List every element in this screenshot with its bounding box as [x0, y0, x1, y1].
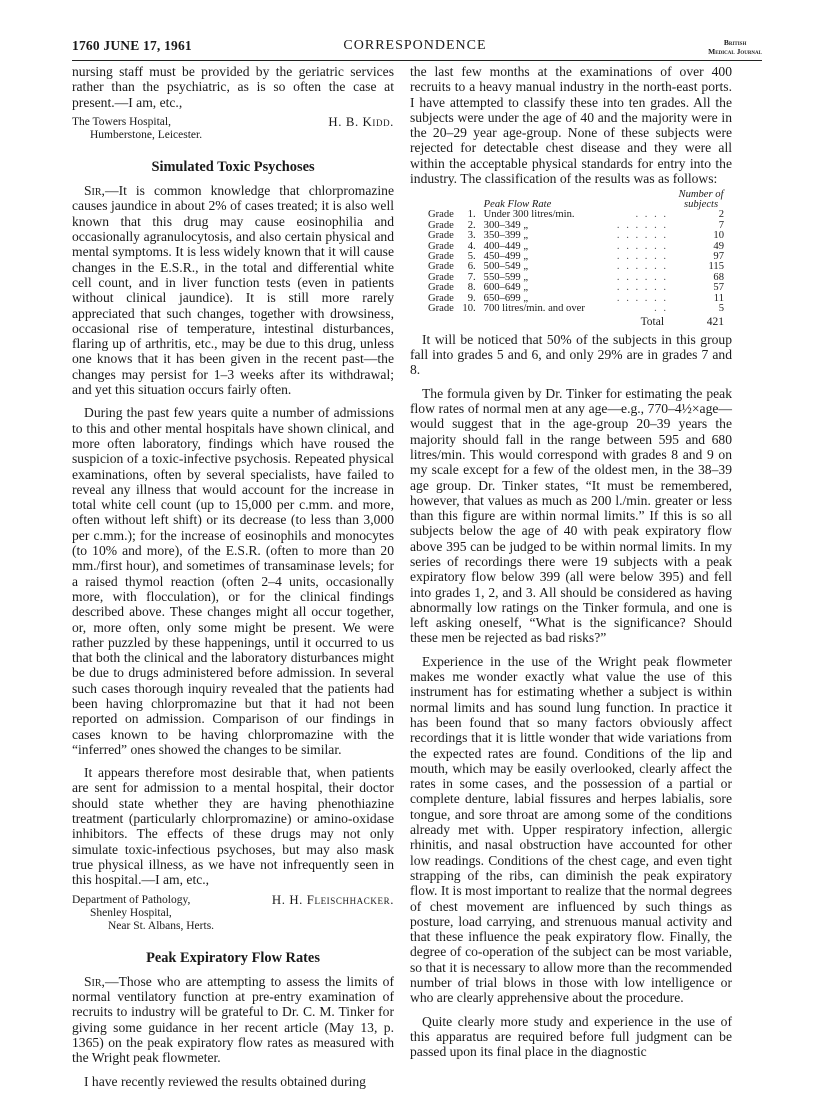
- leader-dots: . . . . . .: [616, 219, 669, 231]
- leader-dots: . . . . . .: [616, 230, 669, 242]
- paragraph-text: —Those who are attempting to assess the limits of normal ventilatory function at pre-entry examination of recruits to industry will be grateful to Dr. C. M. Tinker for giving some guidance in her recent article (May 13, p. 1365) on the peak expiratory flow rates as measured with the Wright peak flowmeter.: [72, 973, 394, 1066]
- flow-rate-range: 300–349 „: [483, 219, 529, 231]
- page-number-date: [72, 38, 192, 54]
- letter-paragraph: I have recently reviewed the results obtained during: [84, 1073, 366, 1089]
- grade-label: Grade: [428, 219, 454, 231]
- grade-number: 8.: [467, 282, 476, 294]
- flow-rate-range: 400–449 „: [483, 240, 529, 252]
- flow-rate-range: Under 300 litres/min.: [483, 209, 575, 221]
- flow-rate-range: 600–649 „: [483, 282, 529, 294]
- flow-rate-range: 450–499 „: [483, 251, 529, 262]
- table-body: [428, 210, 728, 314]
- subject-count: 2: [718, 209, 724, 221]
- paragraph-text: —It is common knowledge that chlorpromazine causes jaundice in about 2% of cases treated; it is also well known that this drug may cause eosinophilia and occasionally agranulocytosis, and also certain physical and mental symptoms. It is less widely known that it will cause changes in the E.S.R., in the total and differential white cell count, and in liver function tests (even in patients without clinical jaundice). It is still more rarely appreciated that such changes, together with drowsiness, occasional rise of temperature, intestinal disturbances, flaring up of arthritis, etc., may be due to this drug, unless one knows that it has been given in the recent past—the changes may persist for 1–3 weeks after its withdrawal; and yet this situation occurs fairly often.: [72, 183, 394, 398]
- grade-number: 1.: [467, 209, 476, 221]
- subject-count: 7: [718, 219, 724, 231]
- salutation: Sir,: [84, 183, 105, 199]
- signature-name: H. H. Fleischhacker.: [271, 892, 394, 907]
- grade-label: Grade: [428, 230, 454, 242]
- table-row: [428, 304, 728, 314]
- grade-label: Grade: [428, 292, 454, 304]
- grade-number: 2.: [467, 219, 476, 231]
- letter-continuation: nursing staff must be provided by the geriatric services rather than the psychiatric, as is so often the case at present.—I am, etc.,: [72, 64, 394, 110]
- flow-rate-range: 500–549 „: [483, 261, 529, 273]
- letter-paragraph: the last few months at the examinations of over 400 recruits to a heavy manual industry in the north-east ports. I have attempted to classify these into ten grades. All the subjects were under the age of 40 and the majority were in the 20–29 year age-group. None of these subjects were rejected for detectable chest disease and they were all within the acceptable physical standards for entry into the industry. The classification of the results was as follows:: [410, 64, 732, 187]
- grade-number: 6.: [467, 261, 476, 273]
- letter-heading: Simulated Toxic Psychoses: [151, 158, 315, 175]
- leader-dots: . . . . . .: [616, 261, 669, 273]
- letter-paragraph: [72, 974, 394, 1066]
- table-total-row: [428, 314, 728, 327]
- signature-address: Humberstone, Leicester.: [90, 128, 203, 141]
- column-header-count-line1: Number of: [678, 189, 724, 201]
- leader-dots: . .: [654, 303, 669, 315]
- leader-dots: . . . .: [635, 209, 669, 221]
- leader-dots: . . . . . .: [616, 271, 669, 283]
- flow-rate-range: 650–699 „: [483, 292, 529, 304]
- column-header-count-line2: subjects: [683, 199, 719, 211]
- letter-paragraph: [72, 183, 394, 397]
- grade-label: Grade: [428, 271, 454, 283]
- letter-heading: Peak Expiratory Flow Rates: [146, 949, 320, 966]
- right-column: [410, 64, 732, 1060]
- subject-count: 10: [713, 230, 724, 242]
- left-column: [72, 64, 394, 1089]
- letter-paragraph: Experience in the use of the Wright peak flowmeter makes me wonder exactly what value the use of this instrument has for estimating whether a subject is within normal limits and has sound lung function. In practice it has been found that so many factors obviously affect recordings that it is little wonder that wide variations from the expected rates are found. Conditions of the lip and mouth, which may be easily overlooked, clearly affect the rates in some cases, and the possession of a partial or complete denture, labial fissures and herpes labialis, sore tongue, and sore throat are among some of the conditions already met with. Upper respiratory infection, allergic rhinitis, and nasal obstruction have accounted for other low readings. Conditions of the chest cage, and even tight strapping of the ribs, can diminish the peak expiratory flow. It is most important to realize that the normal degrees of chest movement are influenced by such things as posture, load carrying, and strenuous manual activity and that these influence the peak expiratory flow. Finally, the degree of co-operation of the subject can be most variable, so that it is necessary to allow more than the recommended number of trial blows in those with low intelligence or who are clearly apprehensive about the procedure.: [410, 653, 732, 1006]
- section-title: CORRESPONDENCE: [343, 38, 487, 53]
- grade-number: 10.: [462, 303, 476, 315]
- subject-count: 11: [713, 292, 724, 304]
- page-header: [72, 38, 762, 61]
- grade-label: Grade: [428, 261, 454, 273]
- salutation: Sir,: [84, 973, 105, 989]
- grade-label: Grade: [428, 303, 454, 315]
- leader-dots: . . . . . .: [616, 240, 669, 252]
- leader-dots: . . . . . .: [616, 251, 669, 262]
- total-value: 421: [706, 316, 724, 329]
- letter-paragraph: Quite clearly more study and experience in the use of this apparatus are required before full judgment can be passed upon its final place in the diagnostic: [410, 1013, 732, 1060]
- signature-address: Near St. Albans, Herts.: [108, 919, 215, 932]
- letter-paragraph: During the past few years quite a number of admissions to this and other mental hospitals have shown clinical, and more often laboratory, findings which have roused the suspicion of a toxic-infective psychosis. Repeated physical examinations, often by several specialists, have failed to reveal any illness that would account for the increase in total white cell count (up to 15,000 per c.mm. and more, often without left shift) or its decrease (to less than 3,000 per c.mm.); for the increase of eosinophils and monocytes (to 10% and more), of the E.S.R. (often to more than 20 mm./first hour), and sometimes of transaminase levels; for a raised thymol reaction (often 2–4 units, occasionally more, with flocculation), or for the clinical findings described above. These changes might all occur together, or, more often, only some might be present. We were rather puzzled by these happenings, until it occurred to us that both the clinical and the laboratory disturbances might be due to drugs administered before admission. In several such cases thorough inquiry revealed that the patients had been having chlorpromazine but that it had not been reported on admission. Comparison of our findings in cases known to be having chlorpromazine with the “inferred” ones showed the changes to be similar.: [72, 405, 394, 757]
- grade-number: 5.: [467, 251, 476, 262]
- signature-name: H. B. Kidd.: [328, 114, 394, 129]
- signature-address: The Towers Hospital,: [72, 115, 171, 128]
- grade-number: 3.: [467, 230, 476, 242]
- flow-rate-range: 350–399 „: [483, 230, 529, 242]
- letter-paragraph: The formula given by Dr. Tinker for estimating the peak flow rates of normal men at any age—e.g., 770–4½×age—would suggest that in the age-group 20–39 years the majority should fall in the range between 595 and 680 litres/min. This would correspond with grades 8 and 9 on my scale except for a few of the oldest men, in the 38–39 age group. Dr. Tinker states, “It must be remembered, however, that values as much as 200 l./min. greater or less than this figure are within normal limits.” If this is so all subjects below the age of 40 with peak expiratory flow above 395 can be judged to be within normal limits. In my series of recordings there were 19 subjects with a peak expiratory flow below 399 (all were below 395) and fell into grades 1, 2, and 3. All should be considered as having abnormally low ratings on the Tinker formula, and one is left asking oneself, “What is the significance? Should these men be rejected as bad risks?”: [410, 385, 732, 646]
- signature-address: Shenley Hospital,: [90, 906, 172, 919]
- grade-label: Grade: [428, 282, 454, 294]
- letter-paragraph: It will be noticed that 50% of the subjects in this group fall into grades 5 and 6, and only 29% are in grades 7 and 8.: [410, 331, 732, 378]
- column-header-count: [674, 190, 728, 210]
- column-header-rate: Peak Flow Rate: [483, 198, 552, 210]
- signature-address: Department of Pathology,: [72, 893, 191, 906]
- total-label: Total: [640, 316, 665, 329]
- journal-name-line2: Medical Journal: [708, 47, 762, 56]
- signature-block-fleischhacker: [72, 894, 394, 933]
- flow-rate-range: 700 litres/min. and over: [483, 303, 585, 315]
- journal-name-line1: British: [723, 38, 747, 47]
- subject-count: 49: [713, 240, 724, 252]
- subject-count: 5: [718, 303, 724, 315]
- subject-count: 68: [713, 271, 724, 283]
- leader-dots: . . . . . .: [616, 292, 669, 304]
- grade-label: Grade: [428, 251, 454, 262]
- letter-paragraph: It appears therefore most desirable that, when patients are sent for admission to a mental hospital, their doctor should state whether they are having phenothiazine treatment (particularly chlorpromazine) or amino-oxidase inhibitors. The effects of these drugs may not only simulate toxic-infectious psychoses, but may also mask true physical illness, as we have not infrequently seen in this hospital.—I am, etc.,: [72, 765, 394, 888]
- peak-flow-table: [428, 190, 728, 327]
- grade-number: 4.: [467, 240, 476, 252]
- issue-date: JUNE 17, 1961: [103, 38, 192, 53]
- subject-count: 57: [713, 282, 724, 294]
- grade-number: 7.: [467, 271, 476, 283]
- grade-label: Grade: [428, 209, 454, 221]
- page-number: 1760: [72, 38, 100, 53]
- subject-count: 115: [708, 261, 724, 273]
- grade-number: 9.: [467, 292, 476, 304]
- leader-dots: . . . . . .: [616, 282, 669, 294]
- grade-label: Grade: [428, 240, 454, 252]
- signature-block-kidd: [72, 116, 394, 142]
- journal-name: [708, 38, 762, 56]
- subject-count: 97: [713, 251, 724, 262]
- flow-rate-range: 550–599 „: [483, 271, 529, 283]
